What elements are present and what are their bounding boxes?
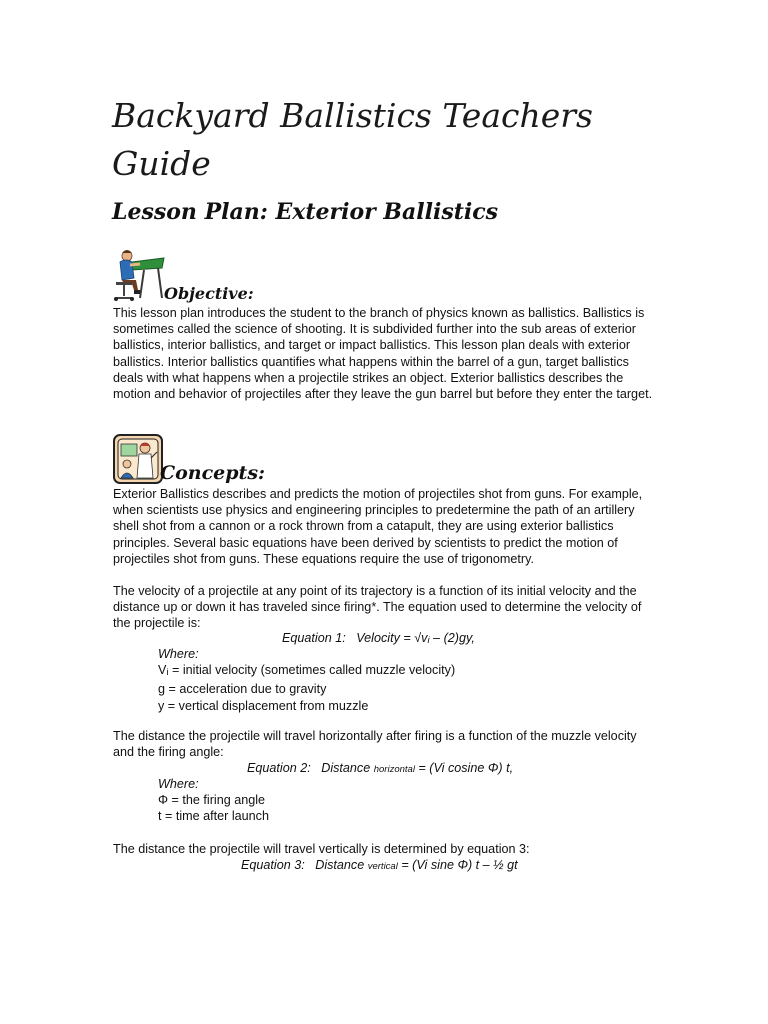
concepts-intro-paragraph: Exterior Ballistics describes and predicts the motion of projectiles shot from guns. For example, when scientists use physics and engineering principles to predetermine the path of an artillery shell shot from a cannon or a rock thrown from a catapult, they are using exterior ballistics principles. Several basic equations have been derived by scientists to predict the motion of projectiles shot from guns. These equations require the use of trigonometry. <box>113 487 643 566</box>
equation-3-rhs: = (Vi sine Φ) t – ½ gt <box>397 858 518 872</box>
equation-2 <box>247 760 513 778</box>
vertical-distance-paragraph: The distance the projectile will travel vertically is determined by equation 3: <box>113 842 530 856</box>
lesson-plan-subtitle: Lesson Plan: Exterior Ballistics <box>112 199 499 225</box>
definition-firing-angle: Φ = the firing angle <box>158 793 266 808</box>
equation-3-label: Equation 3: <box>241 858 305 872</box>
where-label: Where: <box>158 647 199 661</box>
equation-2-definitions <box>158 776 269 825</box>
equation-2-lhs: Distance <box>321 761 374 775</box>
definition-displacement: y = vertical displacement from muzzle <box>158 698 369 713</box>
where-label-2: Where: <box>158 777 199 791</box>
velocity-subscript: i <box>166 667 169 679</box>
equation-1-subscript: i <box>427 635 430 646</box>
objective-paragraph: This lesson plan introduces the student to the branch of physics known as ballistics. Ballistics is sometimes called the science of shooting. It is subdivided further into the sub areas of exterior ballistics, interior ballistics, and target or impact ballistics. This lesson plan deals with exterior ballistics. Interior ballistics quantifies what happens within the barrel of a gun, target ballistics deals with what happens when a projectile strikes an object. Exterior ballistics describes the motion and behavior of projectiles after they leave the gun barrel but before they enter the target. <box>113 306 653 402</box>
velocity-definition: = initial velocity (sometimes called muzzle velocity) <box>168 663 456 678</box>
equation-3 <box>241 857 518 875</box>
equation-1-rhs: – (2)gy, <box>429 631 475 645</box>
velocity-paragraph: The velocity of a projectile at any point of its trajectory is a function of its initial velocity and the distance up or down it has traveled since firing*. The equation used to determine the velocity of the projectile is: <box>113 584 642 631</box>
student-at-desk-icon <box>110 248 166 304</box>
definition-gravity: g = acceleration due to gravity <box>158 682 327 697</box>
equation-1-definitions <box>158 646 455 714</box>
equation-2-rhs: = (Vi cosine Φ) t, <box>414 761 514 775</box>
concepts-heading: Concepts: <box>160 462 266 484</box>
teacher-classroom-icon <box>113 434 163 484</box>
equation-3-subscript: vertical <box>367 861 398 872</box>
equation-1-lhs: Velocity = √v <box>356 631 428 645</box>
equation-2-label: Equation 2: <box>247 761 311 775</box>
velocity-symbol: V <box>158 663 167 678</box>
definition-initial-velocity <box>158 662 455 681</box>
horizontal-distance-paragraph: The distance the projectile will travel horizontally after firing is a function of the muzzle velocity and the firing angle: <box>113 729 637 760</box>
definition-time: t = time after launch <box>158 809 269 824</box>
document-title: Backyard Ballistics Teachers Guide <box>112 96 593 183</box>
equation-1-label: Equation 1: <box>282 631 346 645</box>
equation-3-lhs: Distance <box>315 858 368 872</box>
objective-heading: Objective: <box>164 284 254 303</box>
equation-2-subscript: horizontal <box>373 764 415 775</box>
